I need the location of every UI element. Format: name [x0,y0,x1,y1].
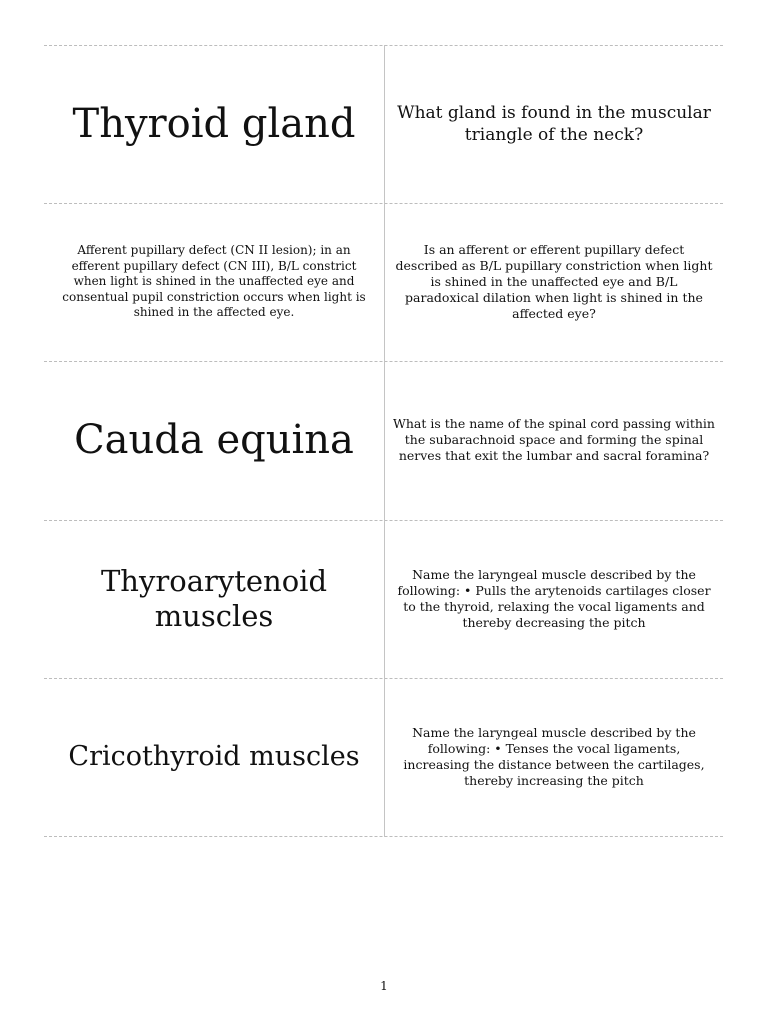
card-answer-text: Afferent pupillary defect (CN II lesion); in an efferent pupillary defect (CN III), B/L constrict when light is shined in the unaffected eye and consentual pupil constriction occurs when light is shined in the affected eye. [62,243,366,320]
card-question [385,361,723,519]
card-answer [44,520,384,678]
card-question [385,45,723,203]
card-question-text: Name the laryngeal muscle described by the following: • Tenses the vocal ligaments, increasing the distance between the cartilages, thereby increasing the pitch [403,725,705,788]
flashcard-row [44,361,723,519]
flashcard-row [44,678,723,836]
flashcard-row [44,45,723,203]
card-answer-text: Cricothyroid muscles [68,740,360,772]
flashcard-row [44,520,723,678]
card-answer-text: Thyroarytenoid muscles [100,564,328,633]
card-answer [44,361,384,519]
card-answer [44,45,384,203]
card-answer [44,678,384,836]
flashcard-row [44,203,723,361]
card-question-text: What gland is found in the muscular triangle of the neck? [397,102,711,145]
card-answer [44,203,384,361]
page-number: 1 [380,979,388,993]
card-question [385,678,723,836]
flashcard-sheet [44,45,723,837]
card-answer-text: Thyroid gland [72,101,356,147]
card-question-text: Name the laryngeal muscle described by the following: • Pulls the arytenoids cartilages closer to the thyroid, relaxing the vocal ligaments and thereby decreasing the pitch [397,567,711,630]
card-question [385,203,723,361]
card-question-text: What is the name of the spinal cord passing within the subarachnoid space and forming the spinal nerves that exit the lumbar and sacral foramina? [393,416,715,463]
card-question [385,520,723,678]
card-answer-text: Cauda equina [74,417,354,463]
card-question-text: Is an afferent or efferent pupillary defect described as B/L pupillary constriction when light is shined in the unaffected eye and B/L paradoxical dilation when light is shined in the affected eye? [395,242,713,321]
